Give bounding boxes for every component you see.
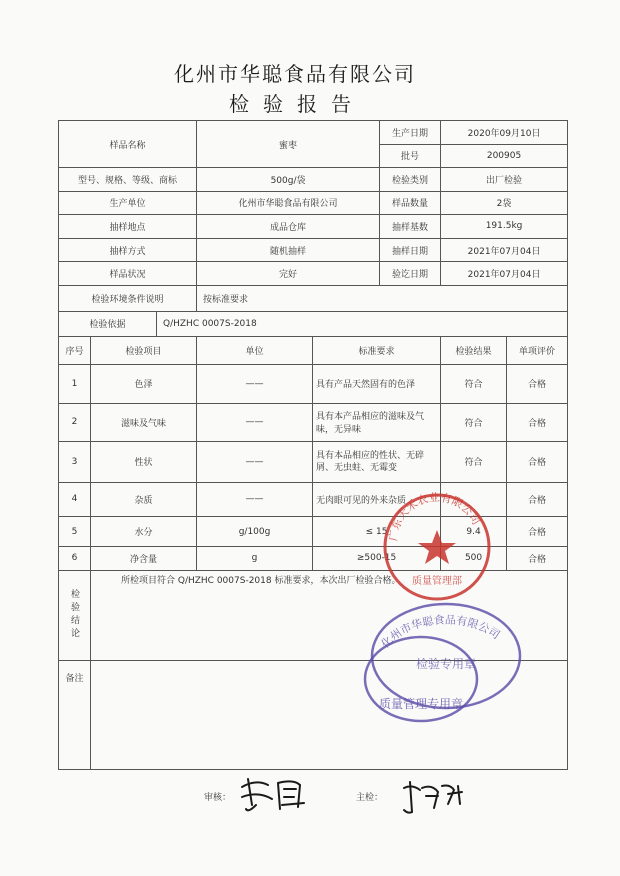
- row-no: 1: [59, 365, 91, 404]
- status: 完好: [197, 262, 380, 286]
- col-header-no: 序号: [59, 337, 91, 365]
- batch-label: 批号: [380, 144, 441, 168]
- row-req: ≥500-15: [313, 547, 441, 571]
- row-result: 9.4: [441, 517, 507, 547]
- reviewer-label: 审核：: [204, 793, 232, 803]
- department-stamp: [378, 488, 496, 606]
- env: 按标准要求: [197, 285, 568, 311]
- env-label: 检验环境条件说明: [59, 285, 197, 311]
- sample-date-label: 抽样日期: [380, 238, 441, 262]
- qty-label: 样品数量: [380, 191, 441, 215]
- row-result: 500: [441, 547, 507, 571]
- remarks-label: 备注: [59, 660, 91, 769]
- table-row: [59, 365, 568, 404]
- reviewer-signature: [238, 775, 318, 815]
- row-eval: 合格: [507, 547, 568, 571]
- col-header-item: 检验项目: [91, 337, 197, 365]
- inspect-type: 出厂检验: [441, 168, 568, 192]
- info-row: [59, 121, 568, 145]
- info-row: [59, 215, 568, 239]
- row-item: 净含量: [91, 547, 197, 571]
- row-result: 符合: [441, 442, 507, 483]
- row-item: 滋味及气味: [91, 403, 197, 442]
- row-req: ≤ 15: [313, 517, 441, 547]
- row-item: 水分: [91, 517, 197, 547]
- col-header-eval: 单项评价: [507, 337, 568, 365]
- base: 191.5kg: [441, 215, 568, 239]
- dept-stamp-text: 质量管理部: [412, 576, 462, 587]
- row-unit: g: [197, 547, 313, 571]
- sample-date: 2021年07月04日: [441, 238, 568, 262]
- svg-text:广东天禾农业有限公司: [386, 490, 483, 542]
- row-item: 性状: [91, 442, 197, 483]
- col-header-unit: 单位: [197, 337, 313, 365]
- conclusion-text: 所检项目符合 Q/HZHC 0007S-2018 标准要求，本次出厂检验合格。: [91, 570, 568, 660]
- row-result: 符合: [441, 365, 507, 404]
- row-req: 具有产品天然固有的色泽: [313, 365, 441, 404]
- producer-label: 生产单位: [59, 191, 197, 215]
- row-unit: ——: [197, 403, 313, 442]
- row-unit: ——: [197, 482, 313, 516]
- row-no: 3: [59, 442, 91, 483]
- status-label: 样品状况: [59, 262, 197, 286]
- row-unit: ——: [197, 442, 313, 483]
- company-name: 化州市华聪食品有限公司: [174, 62, 416, 86]
- dept-stamp-arc-text: 广东天禾农业有限公司: [386, 490, 483, 542]
- place: 成品仓库: [197, 215, 380, 239]
- info-row: [59, 262, 568, 286]
- product-name-label: 样品名称: [59, 121, 197, 168]
- items-header-row: [59, 337, 568, 365]
- info-row: [59, 238, 568, 262]
- spec-label: 型号、规格、等级、商标: [59, 168, 197, 192]
- row-eval: 合格: [507, 517, 568, 547]
- production-date: 2020年09月10日: [441, 121, 568, 145]
- col-header-result: 检验结果: [441, 337, 507, 365]
- product-name: 蜜枣: [197, 121, 380, 168]
- base-label: 抽样基数: [380, 215, 441, 239]
- producer: 化州市华聪食品有限公司: [197, 191, 380, 215]
- method-label: 抽样方式: [59, 238, 197, 262]
- finish-date: 2021年07月04日: [441, 262, 568, 286]
- quality-management-stamp: [360, 632, 482, 726]
- col-header-req: 标准要求: [313, 337, 441, 365]
- conclusion-label: 检验结论: [59, 570, 91, 660]
- method: 随机抽样: [197, 238, 380, 262]
- row-req: 具有本品相应的性状、无碎屑、无虫蛀、无霉变: [313, 442, 441, 483]
- basis: Q/HZHC 0007S-2018: [157, 311, 568, 337]
- row-no: 4: [59, 482, 91, 516]
- row-eval: 合格: [507, 365, 568, 404]
- row-eval: 合格: [507, 442, 568, 483]
- company-stamp-text: 检验专用章: [415, 657, 477, 671]
- row-eval: 合格: [507, 403, 568, 442]
- row-result: 符合: [441, 403, 507, 442]
- row-req: 无肉眼可见的外来杂质: [313, 482, 441, 516]
- info-row: [59, 311, 568, 337]
- chief-label: 主检：: [356, 793, 384, 803]
- basis-label: 检验依据: [59, 311, 157, 337]
- production-date-label: 生产日期: [380, 121, 441, 145]
- row-unit: ——: [197, 365, 313, 404]
- row-no: 5: [59, 517, 91, 547]
- table-row: [59, 403, 568, 442]
- row-item: 杂质: [91, 482, 197, 516]
- inspect-type-label: 检验类别: [380, 168, 441, 192]
- spec: 500g/袋: [197, 168, 380, 192]
- place-label: 抽样地点: [59, 215, 197, 239]
- document-title: 检验报告: [229, 92, 365, 116]
- row-item: 色泽: [91, 365, 197, 404]
- finish-date-label: 验讫日期: [380, 262, 441, 286]
- info-row: [59, 168, 568, 192]
- row-no: 6: [59, 547, 91, 571]
- qty: 2袋: [441, 191, 568, 215]
- row-eval: 合格: [507, 482, 568, 516]
- chief-signature: [398, 778, 478, 818]
- company-stamp-arc-text: 化州市华聪食品有限公司: [378, 613, 503, 651]
- row-no: 2: [59, 403, 91, 442]
- quality-stamp-text: 质量管理专用章: [378, 697, 464, 711]
- row-req: 具有本产品相应的滋味及气味，无异味: [313, 403, 441, 442]
- row-unit: g/100g: [197, 517, 313, 547]
- info-row: [59, 191, 568, 215]
- info-row: [59, 285, 568, 311]
- table-row: [59, 442, 568, 483]
- batch: 200905: [441, 144, 568, 168]
